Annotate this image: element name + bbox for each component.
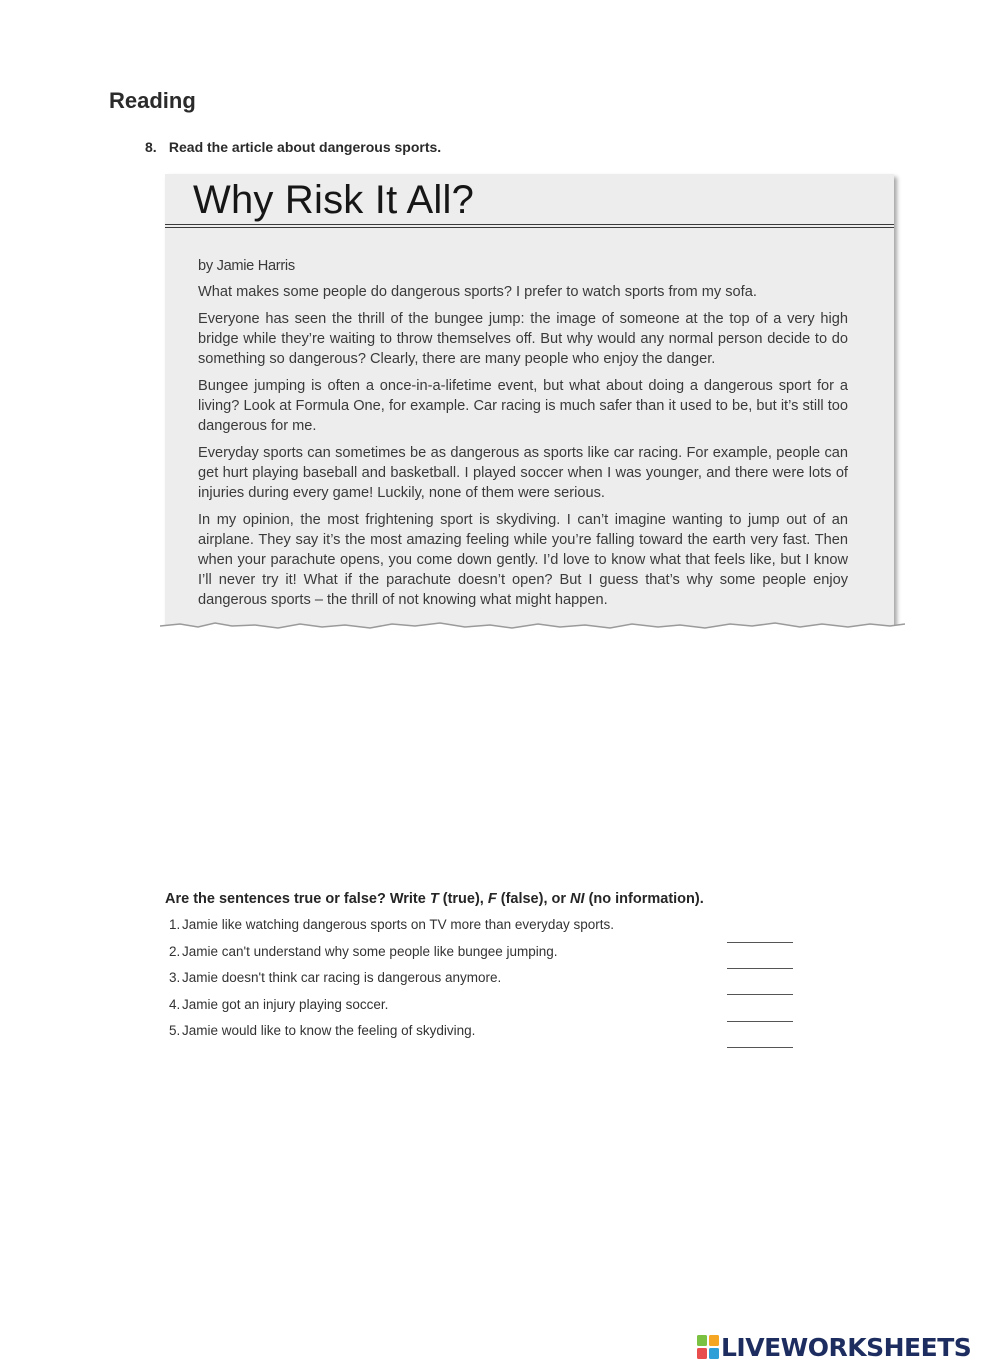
article-title: Why Risk It All?: [193, 178, 475, 222]
answer-blank-2[interactable]: [727, 968, 793, 969]
question-number: 3.: [169, 970, 181, 985]
article-title-bar: [165, 174, 894, 225]
question-text: Jamie can't understand why some people like bungee jumping.: [182, 944, 558, 959]
answer-blank-3[interactable]: [727, 994, 793, 995]
questions-heading-text: (true),: [438, 891, 488, 907]
question-item: [169, 1023, 475, 1038]
question-item: [169, 944, 558, 959]
question-number: 4.: [169, 997, 181, 1012]
instruction-number: 8.: [145, 139, 157, 155]
answer-blank-5[interactable]: [727, 1047, 793, 1048]
question-number: 2.: [169, 944, 181, 959]
question-item: [169, 917, 614, 932]
false-letter: F: [487, 891, 497, 907]
article-paragraph: Everyone has seen the thrill of the bungee jump: the image of someone at the top of a very high bridge while they’re waiting to throw themselves off. But why would any normal person decide to do something so dangerous? Clearly, there are many people who enjoy the danger.: [198, 311, 848, 367]
question-item: [169, 997, 388, 1012]
question-number: 5.: [169, 1023, 181, 1038]
article-paragraph: Everyday sports can sometimes be as dangerous as sports like car racing. For example, people can get hurt playing baseball and basketball. I played soccer when I was younger, and there were lots of injuries during every game! Luckily, none of them were serious.: [198, 445, 848, 501]
logo-text: LIVEWORKSHEETS: [721, 1332, 972, 1362]
instruction: [145, 139, 441, 155]
article-paragraph: In my opinion, the most frightening sport is skydiving. I can’t imagine wanting to jump out of an airplane. They say it’s the most amazing feeling while you’re falling toward the earth very fast. Then when your parachute opens, you come down gently. I’d love to know what that feels like, but I know I’ll never try it! What if the parachute doesn’t open? But I guess that’s why some people enjoy dangerous sports – the thrill of not knowing what might happen.: [198, 512, 848, 608]
article-paragraph: Bungee jumping is often a once-in-a-lifetime event, but what about doing a dangerous sport for a living? Look at Formula One, for example. Car racing is much safer than it used to be, but it’s still too dangerous for me.: [198, 378, 848, 434]
questions-heading-text: (false), or: [496, 891, 571, 907]
questions-heading-text: Are the sentences true or false? Write: [165, 891, 430, 907]
torn-paper-edge: [160, 612, 905, 642]
answer-blank-4[interactable]: [727, 1021, 793, 1022]
question-number: 1.: [169, 917, 181, 932]
article-byline: by Jamie Harris: [198, 258, 295, 274]
liveworksheets-logo: [697, 1333, 971, 1361]
question-text: Jamie like watching dangerous sports on TV more than everyday sports.: [182, 917, 614, 932]
no-info-letters: NI: [570, 891, 585, 907]
instruction-text: Read the article about dangerous sports.: [168, 139, 442, 155]
article-panel: [165, 174, 894, 629]
article-body: [198, 256, 848, 617]
question-text: Jamie got an injury playing soccer.: [182, 997, 389, 1012]
article-paragraph: What makes some people do dangerous sports? I prefer to watch sports from my sofa.: [198, 284, 757, 300]
questions-heading: [165, 891, 704, 907]
answer-blank-1[interactable]: [727, 942, 793, 943]
section-heading: Reading: [109, 88, 196, 113]
question-text: Jamie would like to know the feeling of skydiving.: [182, 1023, 476, 1038]
true-letter: T: [429, 891, 439, 907]
questions-heading-text: (no information).: [584, 891, 704, 907]
question-text: Jamie doesn't think car racing is dangerous anymore.: [182, 970, 502, 985]
liveworksheets-logo-icon: [697, 1335, 719, 1359]
question-item: [169, 970, 501, 985]
